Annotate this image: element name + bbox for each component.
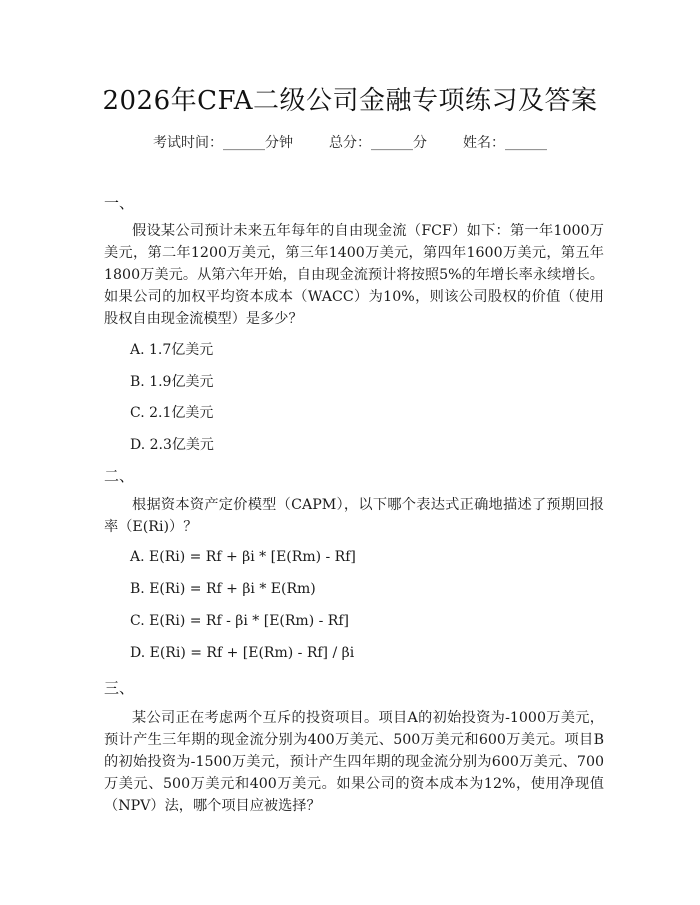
question-2-option-a: A. E(Ri) = Rf + βi * [E(Rm) - Rf]: [130, 549, 356, 565]
question-2-option-d: D. E(Ri) = Rf + [E(Rm) - Rf] / βi: [130, 645, 355, 661]
question-2-heading: 二、: [104, 467, 135, 485]
question-1-heading: 一、: [104, 194, 135, 212]
question-1-text: 假设某公司预计未来五年每年的自由现金流（FCF）如下：第一年1000万美元，第二年1200万美元，第三年1400万美元，第四年1600万美元，第五年1800万美元。从第六年开始，自由现金流预计将按照5%的年增长率永续增长。如果公司的加权平均资本成本（WACC）为10%，则该公司股权的价值（使用股权自由现金流模型）是多少？: [104, 223, 604, 327]
exam-meta-line: [0, 132, 700, 152]
question-2-option-c: C. E(Ri) = Rf - βi * [E(Rm) - Rf]: [130, 613, 349, 629]
total-score-field: 总分：______分: [329, 135, 427, 151]
question-1-option-d: D. 2.3亿美元: [130, 437, 214, 453]
question-2-text: 根据资本资产定价模型（CAPM），以下哪个表达式正确地描述了预期回报率（E(Ri)）？: [104, 497, 604, 535]
question-3-text: 某公司正在考虑两个互斥的投资项目。项目A的初始投资为-1000万美元，预计产生三年期的现金流分别为400万美元、500万美元和600万美元。项目B的初始投资为-1500万美元，预计产生四年期的现金流分别为600万美元、700万美元、500万美元和400万美元。如果公司的资本成本为12%，使用净现值（NPV）法，哪个项目应被选择？: [104, 710, 604, 814]
question-2-option-b: B. E(Ri) = Rf + βi * E(Rm): [130, 581, 316, 597]
question-1-option-b: B. 1.9亿美元: [130, 374, 214, 390]
student-name-field: 姓名：______: [463, 135, 547, 151]
exam-time-field: 考试时间：______分钟: [153, 135, 293, 151]
question-1-option-c: C. 2.1亿美元: [130, 405, 214, 421]
document-title: 2026年CFA二级公司金融专项练习及答案: [102, 86, 598, 116]
question-1-option-a: A. 1.7亿美元: [130, 342, 214, 358]
question-3-heading: 三、: [104, 679, 135, 697]
